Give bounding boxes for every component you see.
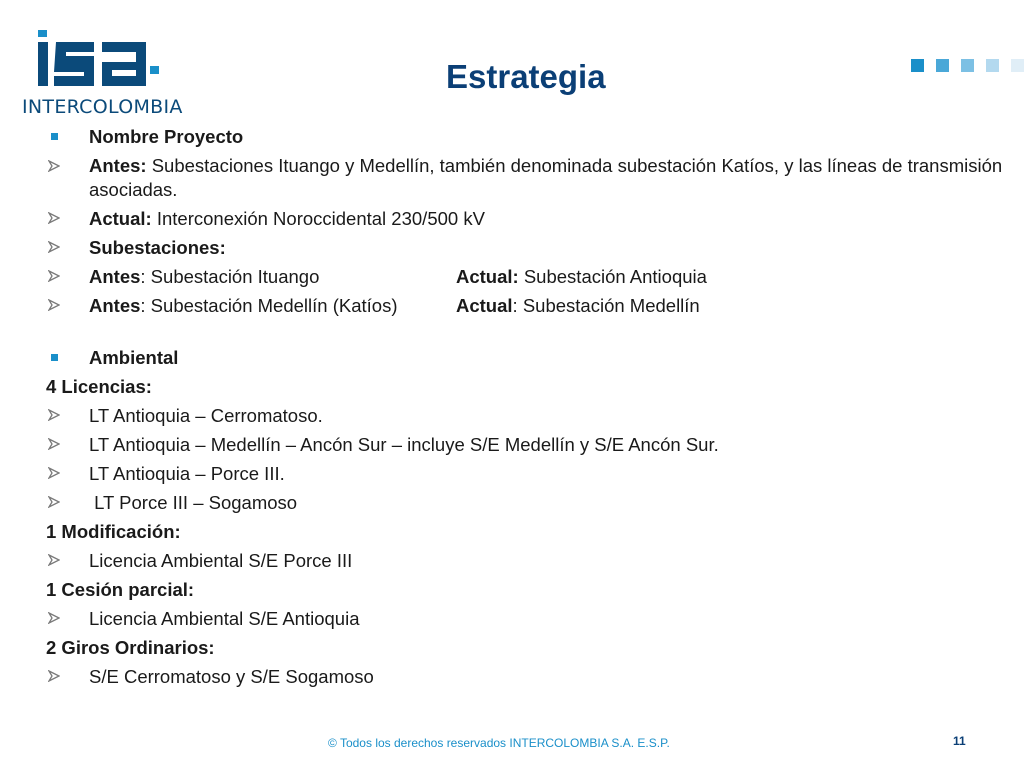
- square-bullet-icon: [51, 133, 58, 140]
- list-item: [46, 433, 1006, 457]
- decor-square: [986, 59, 999, 72]
- logo-subtitle: INTERCOLOMBIA: [22, 96, 183, 118]
- item-text: LT Antioquia – Porce III.: [89, 462, 285, 484]
- arrow-bullet-icon: [48, 160, 60, 172]
- item-text: Licencia Ambiental S/E Porce III: [89, 549, 353, 571]
- list-item: [46, 207, 1006, 231]
- list-item: [46, 265, 1006, 289]
- item-text: : Subestación Ituango: [140, 265, 320, 287]
- item-text: LT Antioquia – Cerromatoso.: [89, 404, 323, 426]
- subheading: 2 Giros Ordinarios:: [46, 636, 215, 658]
- slide-title: Estrategia: [446, 58, 606, 95]
- item-label: Actual: [456, 294, 513, 316]
- spacer: [46, 323, 1006, 346]
- decorative-squares: [911, 59, 1024, 72]
- list-item: [46, 549, 1006, 573]
- arrow-bullet-icon: [48, 299, 60, 311]
- item-label: Subestaciones:: [89, 236, 226, 258]
- item-text: : Subestación Medellín: [512, 294, 700, 316]
- isa-logo-wordmark: [36, 30, 176, 90]
- arrow-bullet-icon: [48, 467, 60, 479]
- arrow-bullet-icon: [48, 409, 60, 421]
- section-heading: Nombre Proyecto: [89, 126, 244, 147]
- arrow-bullet-icon: [48, 496, 60, 508]
- list-item: [46, 665, 1006, 689]
- arrow-bullet-icon: [48, 438, 60, 450]
- list-item: [46, 491, 1006, 515]
- item-text: Subestaciones Ituango y Medellín, también denominada subestación Katíos, y las líneas de transmisión asociadas.: [89, 155, 1003, 200]
- item-label: Actual:: [89, 207, 152, 229]
- item-text: Licencia Ambiental S/E Antioquia: [89, 607, 360, 629]
- decor-square: [961, 59, 974, 72]
- subheading: 1 Modificación:: [46, 520, 181, 542]
- page-number: 11: [953, 734, 966, 748]
- list-item: [46, 462, 1006, 486]
- copyright-footer: © Todos los derechos reservados INTERCOLOMBIA S.A. E.S.P.: [328, 736, 670, 750]
- slide-content: [46, 125, 1006, 694]
- list-item: [46, 404, 1006, 428]
- arrow-bullet-icon: [48, 612, 60, 624]
- subheading: 1 Cesión parcial:: [46, 578, 195, 600]
- item-text: LT Antioquia – Medellín – Ancón Sur – incluye S/E Medellín y S/E Ancón Sur.: [89, 433, 719, 455]
- list-item: [46, 607, 1006, 631]
- item-text: S/E Cerromatoso y S/E Sogamoso: [89, 665, 374, 687]
- item-text: Interconexión Noroccidental 230/500 kV: [151, 207, 485, 229]
- item-label: Actual:: [456, 265, 519, 287]
- item-text: LT Porce III – Sogamoso: [89, 491, 298, 513]
- decor-square: [911, 59, 924, 72]
- section-heading: Ambiental: [89, 346, 179, 368]
- arrow-bullet-icon: [48, 241, 60, 253]
- item-label: Antes: [89, 265, 141, 287]
- list-item: [46, 346, 1006, 370]
- decor-square: [1011, 59, 1024, 72]
- item-text: Subestación Antioquia: [518, 265, 707, 287]
- item-label: Antes:: [89, 155, 147, 176]
- list-item: [46, 125, 1006, 149]
- decor-square: [936, 59, 949, 72]
- arrow-bullet-icon: [48, 554, 60, 566]
- arrow-bullet-icon: [48, 270, 60, 282]
- arrow-bullet-icon: [48, 670, 60, 682]
- item-label: Antes: [89, 294, 141, 316]
- list-item: [46, 294, 1006, 318]
- list-item: [46, 236, 1006, 260]
- list-item: [46, 154, 1006, 201]
- square-bullet-icon: [51, 354, 58, 361]
- isa-intercolombia-logo: [22, 30, 182, 120]
- subheading: 4 Licencias:: [46, 375, 152, 397]
- item-text: : Subestación Medellín (Katíos): [140, 294, 398, 316]
- arrow-bullet-icon: [48, 212, 60, 224]
